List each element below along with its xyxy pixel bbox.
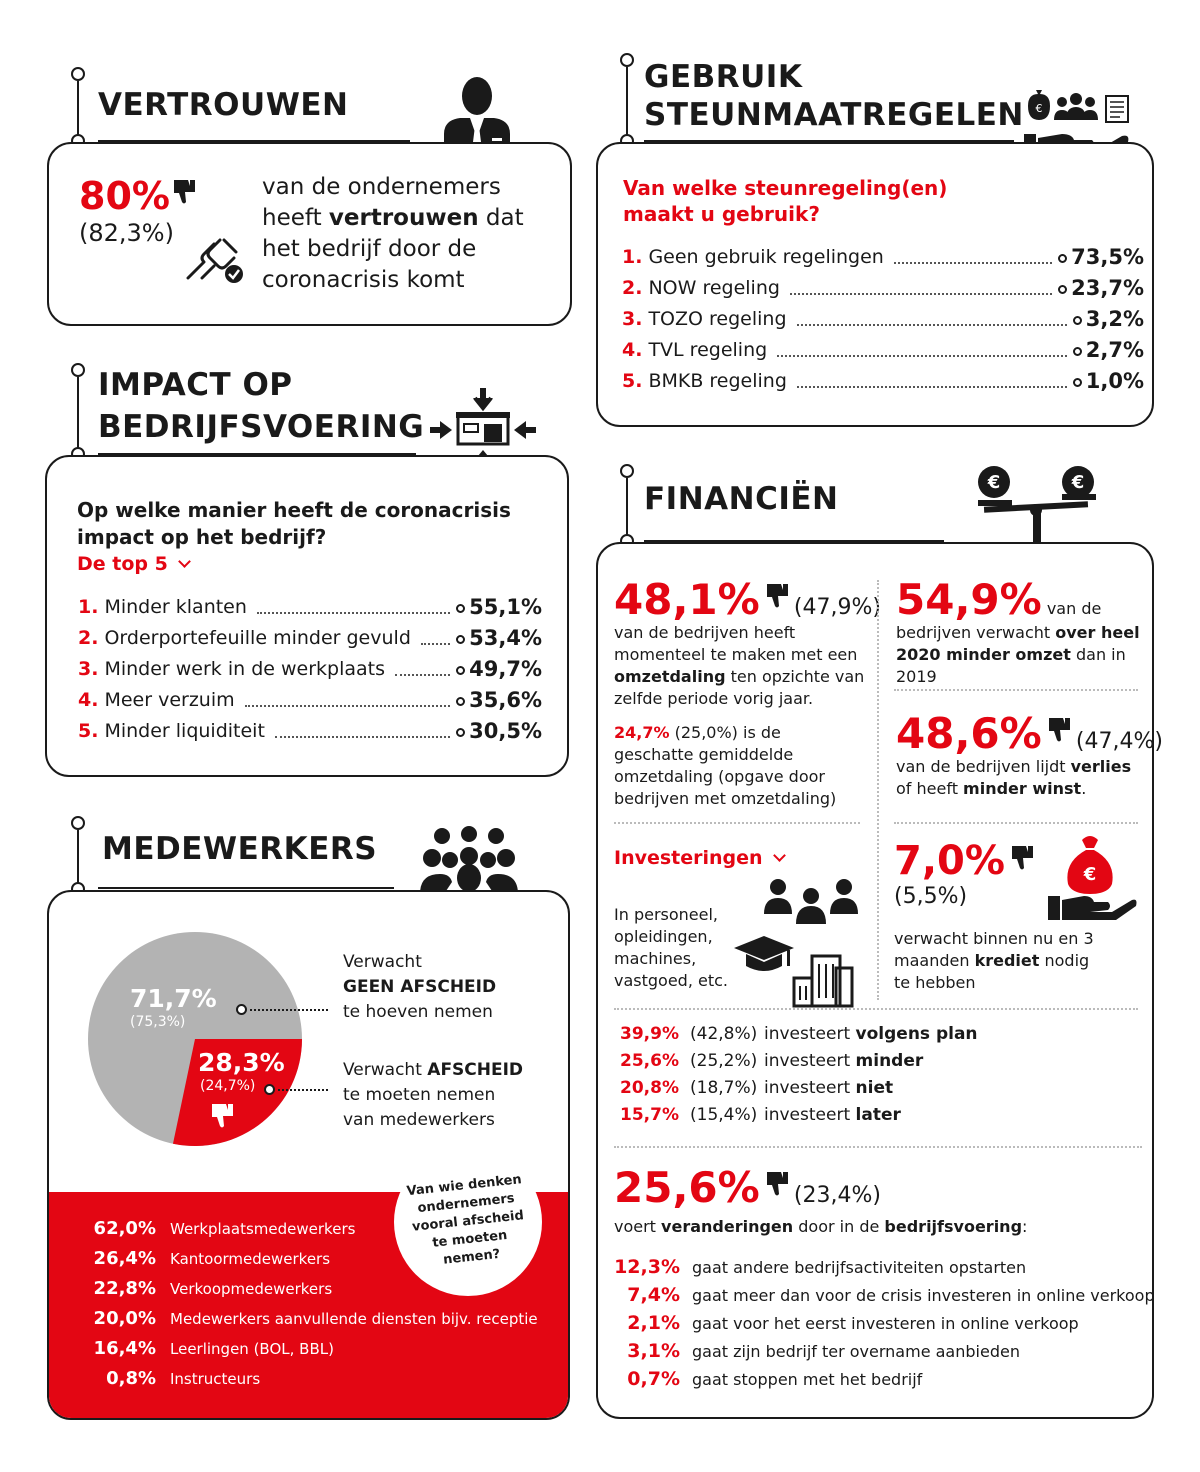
fin-a-text-post: ten opzichte van zelfde periode vorig jaar. <box>614 667 865 708</box>
fin-e-text <box>894 928 1098 994</box>
fin-f-pct: 25,6% <box>614 1163 760 1212</box>
change-pct: 3,1% <box>627 1340 680 1362</box>
investering-pct: 15,7% <box>620 1105 679 1125</box>
list-row <box>78 656 542 682</box>
list-value: 1,0% <box>1085 369 1144 393</box>
pin-dot <box>71 67 85 81</box>
medewerkers-title: MEDEWERKERS <box>102 831 378 867</box>
list-label: TVL regeling <box>648 339 768 361</box>
fin-e-headline <box>894 838 1034 884</box>
dotted-leader <box>257 612 450 614</box>
separator <box>894 689 1138 691</box>
steun-title-line2: STEUNMAATREGELEN <box>644 97 1024 133</box>
investering-bold: minder <box>855 1051 924 1071</box>
list-label: NOW regeling <box>648 277 780 299</box>
fin-f-text3: : <box>1022 1217 1028 1236</box>
list-row <box>622 244 1144 270</box>
fin-e-pct: 7,0% <box>894 838 1005 884</box>
medewerkers-pct: 16,4% <box>93 1338 156 1359</box>
change-text: gaat zijn bedrijf ter overname aanbieden <box>692 1342 1020 1361</box>
change-pct: 0,7% <box>627 1368 680 1390</box>
pin-dot <box>620 53 634 67</box>
list-label: Minder liquiditeit <box>104 720 265 742</box>
fin-d-text3: . <box>1081 779 1087 798</box>
fin-f-headline <box>614 1164 881 1212</box>
question-bubble-text: Van wie denken ondernemers vooral afscheid te moeten nemen? <box>405 1172 525 1268</box>
leader-ring <box>456 604 465 613</box>
medewerkers-row <box>78 1308 538 1329</box>
leader-line <box>250 1009 328 1011</box>
change-row <box>612 1256 1026 1278</box>
fin-c-text <box>896 622 1148 688</box>
list-label: Orderportefeuille minder gevuld <box>104 627 411 649</box>
investering-row <box>620 1078 893 1098</box>
fin-f-bold2: bedrijfsvoering <box>884 1217 1023 1236</box>
leader-ring <box>456 635 465 644</box>
leader-dot <box>264 1084 275 1095</box>
fin-e-text2: nodig te hebben <box>894 951 1090 992</box>
list-value: 23,7% <box>1071 276 1144 300</box>
steun-question-l2: maakt u gebruik? <box>623 202 820 226</box>
pin-line <box>77 830 79 886</box>
investering-row <box>620 1024 978 1044</box>
buildings-icon <box>792 954 854 1008</box>
investering-bold: niet <box>855 1078 894 1098</box>
fin-f-text <box>614 1216 1134 1238</box>
change-text: gaat meer dan voor de crisis investeren in online verkoop <box>692 1286 1155 1305</box>
pie-small-pct: 28,3% <box>198 1048 285 1077</box>
svg-text:€: € <box>987 472 1001 493</box>
fin-a-text-pre: van de bedrijven heeft momenteel te maken met een <box>614 623 858 664</box>
list-rank: 5. <box>622 370 643 392</box>
medewerkers-label: Werkplaatsmedewerkers <box>170 1220 356 1238</box>
thumbs-down-icon <box>765 582 789 610</box>
change-text: gaat voor het eerst investeren in online verkoop <box>692 1314 1079 1333</box>
list-row <box>622 368 1144 394</box>
investering-pct: 25,6% <box>620 1051 679 1071</box>
thumbs-down-icon <box>172 178 196 206</box>
impact-top5-label: De top 5 <box>77 553 168 575</box>
fin-a-text-bold: omzetdaling <box>614 667 726 686</box>
list-row <box>78 625 542 651</box>
fin-a-pct: 48,1% <box>614 575 760 624</box>
fin-e-text1: verwacht binnen nu en 3 maanden <box>894 929 1094 970</box>
medewerkers-row <box>78 1278 332 1299</box>
fin-e-bold: krediet <box>974 951 1040 970</box>
investering-row <box>620 1051 923 1071</box>
afscheid-l2: te moeten nemen <box>343 1085 496 1105</box>
question-bubble <box>396 1150 540 1294</box>
investering-pct: 20,8% <box>620 1078 679 1098</box>
steun-question-l1: Van welke steunregeling(en) <box>623 176 948 200</box>
fin-f-bold1: veranderingen <box>661 1217 794 1236</box>
afscheid-label <box>343 1058 553 1133</box>
investeringen-title <box>614 845 784 871</box>
afscheid-l3: van medewerkers <box>343 1110 495 1130</box>
medewerkers-label: Verkoopmedewerkers <box>170 1280 333 1298</box>
list-rank: 2. <box>622 277 643 299</box>
list-rank: 3. <box>622 308 643 330</box>
geen-afscheid-label <box>343 950 543 1025</box>
change-row <box>612 1340 1020 1362</box>
separator <box>614 1008 1138 1010</box>
list-value: 30,5% <box>469 719 542 743</box>
svg-text:€: € <box>1071 472 1085 493</box>
change-pct: 2,1% <box>627 1312 680 1334</box>
investering-bold: later <box>855 1105 901 1125</box>
fin-d-bold1: verlies <box>1070 757 1132 776</box>
investeringen-label: Investeringen <box>614 847 763 869</box>
fin-a-prev: (47,9%) <box>793 595 881 620</box>
medewerkers-row <box>78 1368 260 1389</box>
fin-b-text <box>614 722 864 810</box>
impact-top5 <box>77 551 189 577</box>
list-row <box>78 687 542 713</box>
investeringen-text: In personeel, opleidingen, machines, vastgoed, etc. <box>614 905 728 990</box>
pin-dot <box>71 816 85 830</box>
fin-f-text2: door in de <box>793 1217 885 1236</box>
title-underline <box>98 887 394 889</box>
change-text: gaat andere bedrijfsactiviteiten opstarten <box>692 1258 1027 1277</box>
list-rank: 1. <box>622 246 643 268</box>
leader-ring <box>1058 285 1067 294</box>
leader-ring <box>456 697 465 706</box>
fin-a-text <box>614 622 876 710</box>
medewerkers-row <box>78 1338 334 1359</box>
afscheid-pre: Verwacht <box>343 1060 428 1080</box>
medewerkers-pct: 20,0% <box>93 1308 156 1329</box>
change-row <box>612 1312 1079 1334</box>
investering-text: investeert <box>764 1024 856 1044</box>
medewerkers-pct: 0,8% <box>106 1368 156 1389</box>
leader-ring <box>1073 347 1082 356</box>
dotted-leader <box>797 386 1067 388</box>
medewerkers-row <box>78 1248 330 1269</box>
svg-text:€: € <box>1083 864 1097 885</box>
leader-ring <box>456 728 465 737</box>
investering-text: investeert <box>764 1051 856 1071</box>
pie-chart <box>88 932 302 1146</box>
graduation-cap-icon <box>734 936 794 974</box>
pin-line <box>626 67 628 139</box>
impact-title-line1: IMPACT OP <box>98 367 293 403</box>
change-row <box>612 1368 922 1390</box>
fin-d-prev: (47,4%) <box>1075 729 1163 754</box>
impact-question: Op welke manier heeft de coronacrisis impact op het bedrijf? <box>77 498 511 549</box>
vertrouwen-prev: (82,3%) <box>79 219 174 247</box>
investering-prev: (15,4%) <box>690 1105 758 1125</box>
leader-ring <box>1073 378 1082 387</box>
list-value: 2,7% <box>1085 338 1144 362</box>
dotted-leader <box>421 643 450 645</box>
people-icon <box>764 878 858 924</box>
fin-b-body: (25,0%) is de geschatte gemiddelde omzetdaling (opgave door bedrijven met omzetdaling) <box>614 723 837 808</box>
list-row <box>622 306 1144 332</box>
list-value: 53,4% <box>469 626 542 650</box>
thumbs-down-icon <box>765 1170 789 1198</box>
vertrouwen-pct: 80% <box>79 174 170 218</box>
fin-c-text3: dan in 2019 <box>896 645 1126 686</box>
money-bag-hand-icon <box>1046 832 1138 922</box>
geen-afscheid-post: te hoeven nemen <box>343 1002 493 1022</box>
list-label: Geen gebruik regelingen <box>648 246 884 268</box>
pin-line <box>77 81 79 137</box>
list-label: TOZO regeling <box>648 308 787 330</box>
fin-f-prev: (23,4%) <box>793 1183 881 1208</box>
impact-title-line2: BEDRIJFSVOERING <box>98 409 425 445</box>
fin-c-text1: van de <box>1046 599 1102 618</box>
list-rank: 3. <box>78 658 99 680</box>
medewerkers-pct: 22,8% <box>93 1278 156 1299</box>
separator <box>894 822 1138 824</box>
list-row <box>622 337 1144 363</box>
thumbs-down-icon <box>1010 844 1034 872</box>
change-text: gaat stoppen met het bedrijf <box>692 1370 923 1389</box>
fin-d-headline <box>896 710 1163 758</box>
list-rank: 2. <box>78 627 99 649</box>
medewerkers-label: Medewerkers aanvullende diensten bijv. receptie <box>170 1310 538 1328</box>
list-label: BMKB regeling <box>648 370 787 392</box>
investering-text: investeert <box>764 1105 856 1125</box>
handshake-icon <box>184 232 246 284</box>
fin-d-text2: of heeft <box>896 779 964 798</box>
list-value: 3,2% <box>1085 307 1144 331</box>
medewerkers-label: Leerlingen (BOL, BBL) <box>170 1340 334 1358</box>
medewerkers-label: Kantoormedewerkers <box>170 1250 331 1268</box>
dotted-leader <box>275 736 450 738</box>
pin-dot <box>620 464 634 478</box>
change-pct: 7,4% <box>627 1284 680 1306</box>
chevron-down-icon <box>773 849 786 862</box>
thumbs-down-icon <box>1047 716 1071 744</box>
dotted-leader <box>797 324 1067 326</box>
leader-ring <box>456 666 465 675</box>
investering-prev: (42,8%) <box>690 1024 758 1044</box>
dotted-leader <box>395 674 450 676</box>
afscheid-bold: AFSCHEID <box>427 1060 524 1080</box>
geen-afscheid-bold: GEEN AFSCHEID <box>343 977 497 997</box>
medewerkers-pct: 62,0% <box>93 1218 156 1239</box>
pin-dot <box>71 363 85 377</box>
investering-bold: volgens plan <box>855 1024 978 1044</box>
fin-c-bold: over heel 2020 minder omzet <box>896 623 1140 664</box>
vertrouwen-text <box>262 172 532 296</box>
fin-f-text1: voert <box>614 1217 662 1236</box>
investering-prev: (25,2%) <box>690 1051 758 1071</box>
leader-dot <box>236 1004 247 1015</box>
fin-d-pct: 48,6% <box>896 709 1042 758</box>
dotted-leader <box>777 355 1067 357</box>
fin-b-pct: 24,7% <box>614 723 670 742</box>
leader-ring <box>1058 254 1067 263</box>
medewerkers-pct: 26,4% <box>93 1248 156 1269</box>
steun-title-line1: GEBRUIK <box>644 59 803 95</box>
list-rank: 1. <box>78 596 99 618</box>
dotted-leader <box>245 705 451 707</box>
thumbs-down-icon <box>210 1102 234 1130</box>
chevron-down-icon <box>179 555 192 568</box>
list-value: 35,6% <box>469 688 542 712</box>
leader-ring <box>1073 316 1082 325</box>
fin-c-headline <box>896 576 1101 624</box>
fin-a-headline <box>614 576 881 624</box>
vertrouwen-text-pre: van de ondernemers heeft <box>262 174 501 231</box>
fin-d-bold2: minder winst <box>963 779 1082 798</box>
pie-small-prev: (24,7%) <box>200 1078 256 1094</box>
vertrouwen-title: VERTROUWEN <box>98 87 349 123</box>
fin-c-text2: bedrijven verwacht <box>896 623 1056 642</box>
separator <box>614 822 860 824</box>
steun-question <box>623 175 947 227</box>
geen-afscheid-pre: Verwacht <box>343 952 422 972</box>
list-rank: 4. <box>78 689 99 711</box>
dotted-leader <box>790 293 1052 295</box>
medewerkers-label: Instructeurs <box>170 1370 261 1388</box>
pie-big-pct: 71,7% <box>130 984 217 1013</box>
separator-vertical <box>877 580 879 1000</box>
pin-line <box>77 377 79 451</box>
list-label: Minder klanten <box>104 596 247 618</box>
list-value: 73,5% <box>1071 245 1144 269</box>
list-rank: 4. <box>622 339 643 361</box>
leader-line <box>278 1089 328 1091</box>
fin-d-text <box>896 756 1148 800</box>
investering-text: investeert <box>764 1078 856 1098</box>
svg-text:€: € <box>1035 102 1043 115</box>
fin-d-text1: van de bedrijven lijdt <box>896 757 1071 776</box>
investering-prev: (18,7%) <box>690 1078 758 1098</box>
change-pct: 12,3% <box>614 1256 680 1278</box>
medewerkers-row <box>78 1218 355 1239</box>
list-rank: 5. <box>78 720 99 742</box>
change-row <box>612 1284 1155 1306</box>
list-label: Minder werk in de werkplaats <box>104 658 386 680</box>
vertrouwen-text-bold: vertrouwen <box>328 205 479 231</box>
list-value: 55,1% <box>469 595 542 619</box>
list-row <box>78 594 542 620</box>
pin-line <box>626 478 628 538</box>
separator <box>614 1146 1142 1148</box>
list-label: Meer verzuim <box>104 689 235 711</box>
list-value: 49,7% <box>469 657 542 681</box>
fin-c-pct: 54,9% <box>896 575 1042 624</box>
investering-pct: 39,9% <box>620 1024 679 1044</box>
dotted-leader <box>894 262 1052 264</box>
vertrouwen-text-post: dat het bedrijf door de coronacrisis komt <box>262 205 524 293</box>
list-row <box>622 275 1144 301</box>
list-row <box>78 718 542 744</box>
financien-title: FINANCIËN <box>644 481 839 517</box>
pie-big-prev: (75,3%) <box>130 1014 186 1030</box>
fin-e-prev: (5,5%) <box>894 884 968 909</box>
investering-row <box>620 1105 901 1125</box>
